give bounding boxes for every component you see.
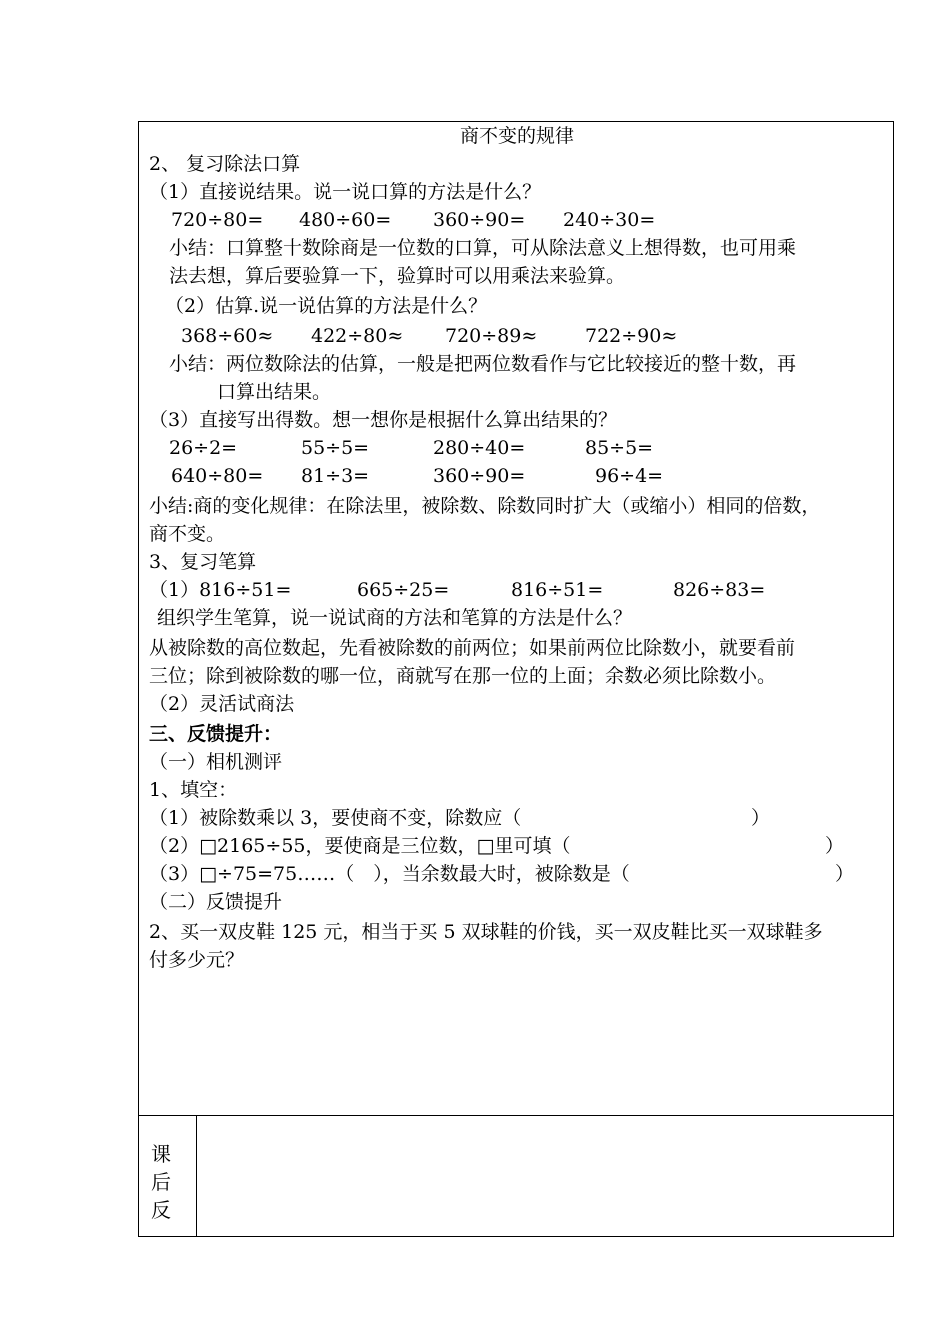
expression: 360÷90= — [433, 209, 526, 231]
question-2-3-row-2 — [139, 462, 893, 490]
expression: 722÷90≈ — [585, 325, 678, 347]
reflection-label-char: 后 — [151, 1170, 171, 1194]
fill-text: （3）□÷75=75……（ ），当余数最大时，被除数是（ — [149, 863, 630, 885]
question-2-1-items — [139, 206, 893, 234]
expression: 826÷83= — [673, 579, 766, 601]
summary-2-3-line-1: 小结:商的变化规律：在除法里，被除数、除数同时扩大（或缩小）相同的倍数， — [149, 495, 821, 517]
reflection-label-cell — [139, 1116, 197, 1236]
fill-heading: 1、填空： — [149, 779, 238, 801]
expression: 280÷40= — [433, 437, 526, 459]
expression: 240÷30= — [563, 209, 656, 231]
summary-2-2-line-2: 口算出结果。 — [217, 381, 332, 403]
expression: 368÷60≈ — [181, 325, 274, 347]
part-3-heading: 三、反馈提升： — [149, 723, 283, 745]
organize-text: 组织学生笔算，说一说试商的方法和笔算的方法是什么？ — [157, 607, 633, 629]
page-title: 商不变的规律 — [459, 125, 574, 147]
question-3-1-items — [139, 576, 893, 604]
word-problem-line-2: 付多少元？ — [149, 949, 245, 971]
expression: 360÷90= — [433, 465, 526, 487]
fill-close-paren: ） — [835, 863, 855, 885]
fill-close-paren: ） — [751, 807, 771, 829]
section-3-heading: 3、复习笔算 — [149, 551, 257, 573]
expression: 665÷25= — [357, 579, 450, 601]
expression: 422÷80≈ — [311, 325, 404, 347]
reflection-label-char: 反 — [151, 1198, 171, 1222]
expression: 720÷80= — [171, 209, 264, 231]
question-3-2: （2）灵活试商法 — [149, 693, 295, 715]
expression: （1）816÷51= — [149, 579, 292, 601]
summary-2-1-line-1: 小结：口算整十数除商是一位数的口算，可从除法意义上想得数，也可用乘 — [169, 237, 797, 259]
expression: 816÷51= — [511, 579, 604, 601]
lesson-table — [138, 121, 894, 1237]
summary-2-3-line-2: 商不变。 — [149, 523, 226, 545]
fill-item-2 — [139, 832, 893, 860]
expression: 26÷2= — [169, 437, 238, 459]
method-line-1: 从被除数的高位数起，先看被除数的前两位；如果前两位比除数小，就要看前 — [149, 637, 796, 659]
summary-2-2-line-1: 小结：两位数除法的估算，一般是把两位数看作与它比较接近的整十数，再 — [169, 353, 797, 375]
fill-item-3 — [139, 860, 893, 888]
summary-2-1-line-2: 法去想，算后要验算一下，验算时可以用乘法来验算。 — [169, 265, 626, 287]
question-2-3-row-1 — [139, 434, 893, 462]
expression: 85÷5= — [585, 437, 654, 459]
method-line-2: 三位；除到被除数的哪一位，商就写在那一位的上面；余数必须比除数小。 — [149, 665, 777, 687]
expression: 81÷3= — [301, 465, 370, 487]
question-2-2-items — [139, 322, 893, 350]
question-2-3: （3）直接写出得数。想一想你是根据什么算出结果的？ — [149, 409, 618, 431]
expression: 96÷4= — [595, 465, 664, 487]
part-3-sub-1: （一）相机测评 — [149, 751, 283, 773]
expression: 55÷5= — [301, 437, 370, 459]
section-2-heading: 2、 复习除法口算 — [149, 153, 301, 175]
part-3-sub-2: （二）反馈提升 — [149, 891, 283, 913]
fill-text: （2）□2165÷55，要使商是三位数，□里可填（ — [149, 835, 571, 857]
expression: 720÷89≈ — [445, 325, 538, 347]
question-2-2: （2）估算.说一说估算的方法是什么？ — [165, 295, 488, 317]
fill-item-1 — [139, 804, 893, 832]
expression: 480÷60= — [299, 209, 392, 231]
word-problem-line-1: 2、买一双皮鞋 125 元，相当于买 5 双球鞋的价钱，买一双皮鞋比买一双球鞋多 — [149, 921, 823, 943]
lesson-content-cell — [139, 122, 893, 1116]
fill-close-paren: ） — [825, 835, 845, 857]
reflection-label-char: 课 — [151, 1142, 171, 1166]
expression: 640÷80= — [171, 465, 264, 487]
fill-text: （1）被除数乘以 3，要使商不变，除数应（ — [149, 807, 522, 829]
question-2-1: （1）直接说结果。说一说口算的方法是什么？ — [149, 181, 542, 203]
